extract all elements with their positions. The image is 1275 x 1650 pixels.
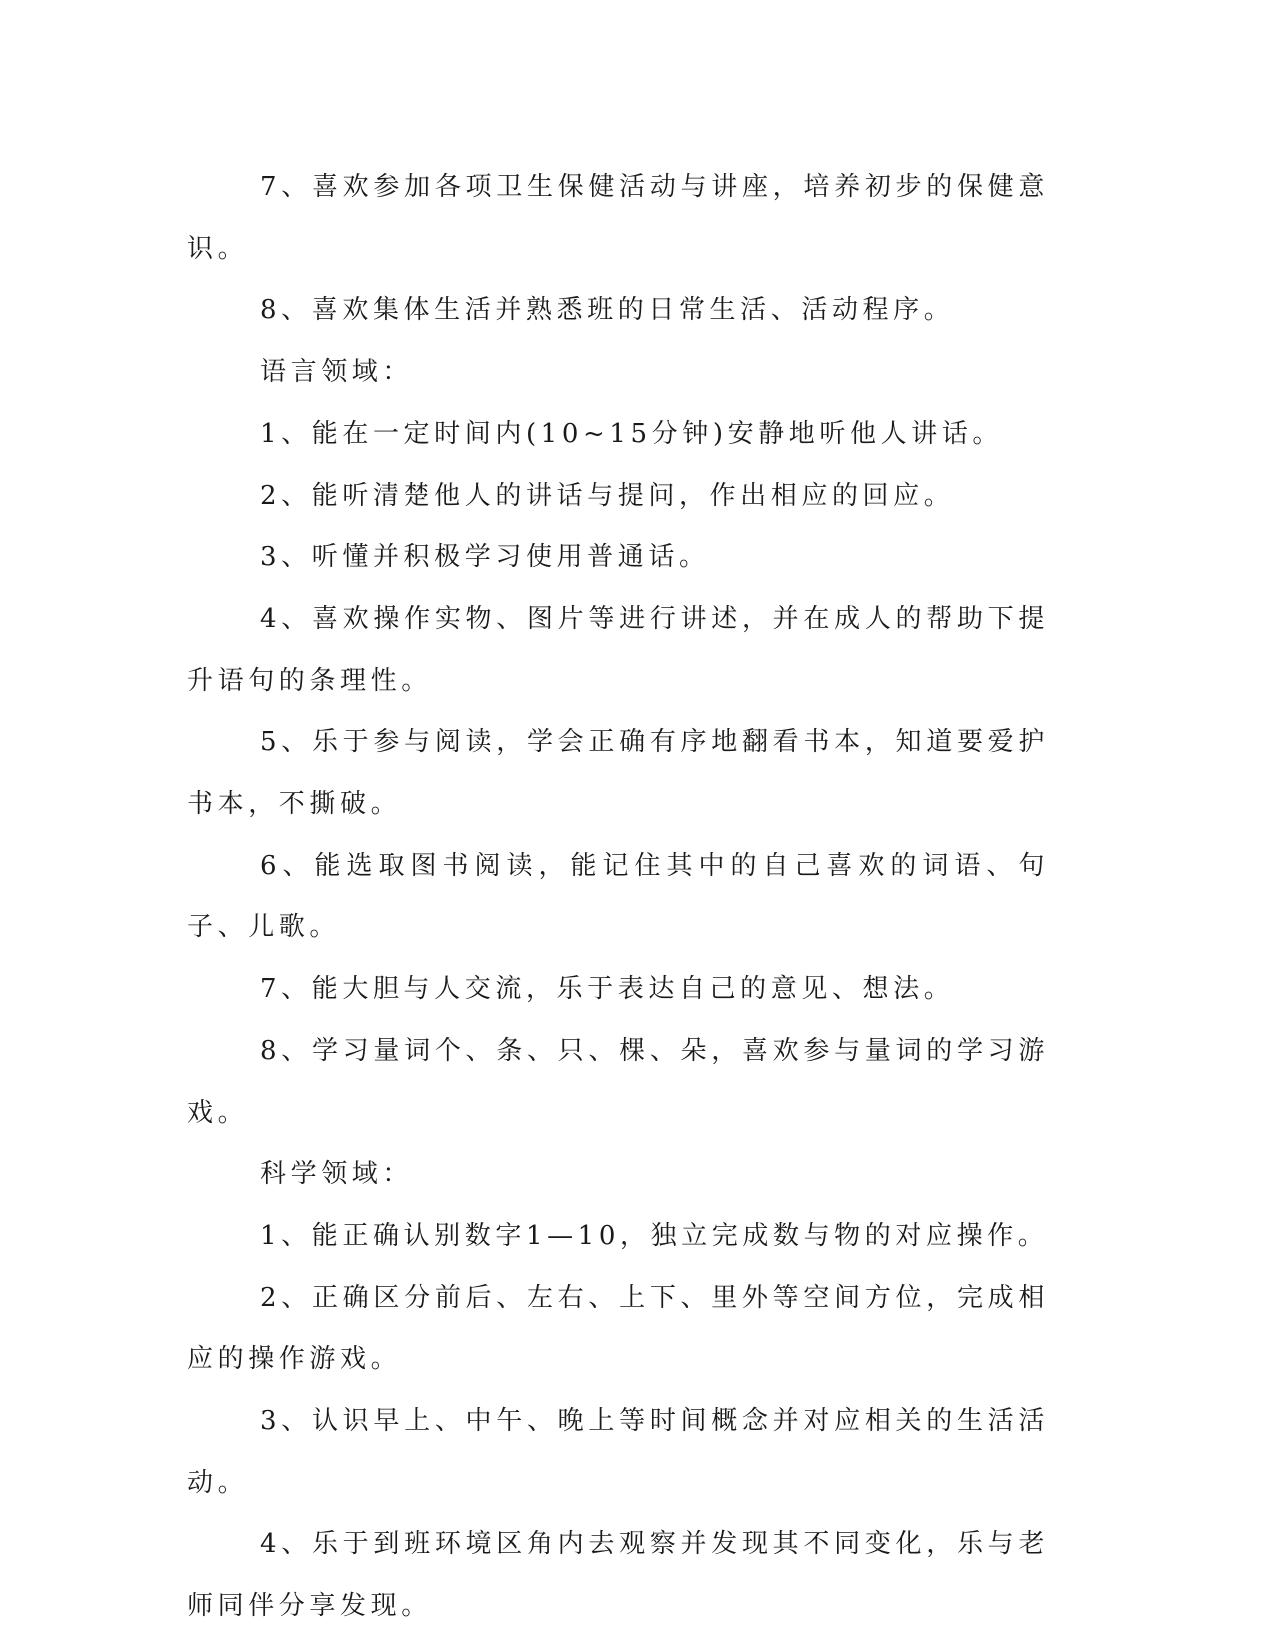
- paragraph-health-8: 8、喜欢集体生活并熟悉班的日常生活、活动程序。: [260, 295, 955, 326]
- paragraph-science-1: 1、能正确认别数字1—10，独立完成数与物的对应操作。: [260, 1220, 1049, 1251]
- paragraph-science-2: 2、正确区分前后、左右、上下、里外等空间方位，完成相应的操作游戏。: [187, 1282, 1049, 1375]
- paragraph-language-2: 2、能听清楚他人的讲话与提问，作出相应的回应。: [260, 480, 955, 511]
- paragraph-language-3: 3、听懂并积极学习使用普通话。: [260, 542, 710, 573]
- paragraph-science-4: 4、乐于到班环境区角内去观察并发现其不同变化，乐与老师同伴分享发现。: [187, 1529, 1049, 1622]
- paragraph-health-7: 7、喜欢参加各项卫生保健活动与讲座，培养初步的保健意识。: [187, 172, 1049, 264]
- section-heading-language: 语言领域：: [260, 357, 414, 388]
- paragraph-language-7: 7、能大胆与人交流，乐于表达自己的意见、想法。: [260, 974, 955, 1005]
- paragraph-language-4: 4、喜欢操作实物、图片等进行讲述，并在成人的帮助下提升语句的条理性。: [187, 603, 1049, 696]
- section-heading-science: 科学领域：: [260, 1159, 414, 1190]
- paragraph-science-3: 3、认识早上、中午、晚上等时间概念并对应相关的生活活动。: [187, 1406, 1049, 1498]
- paragraph-language-5: 5、乐于参与阅读，学会正确有序地翻看书本，知道要爱护书本，不撕破。: [187, 727, 1049, 820]
- paragraph-language-8: 8、学习量词个、条、只、棵、朵，喜欢参与量词的学习游戏。: [187, 1035, 1049, 1128]
- document-body: [187, 157, 1049, 1638]
- paragraph-language-6: 6、能选取图书阅读，能记住其中的自己喜欢的词语、句子、儿歌。: [187, 850, 1049, 943]
- paragraph-language-1: 1、能在一定时间内(10~15分钟)安静地听他人讲话。: [260, 418, 1003, 449]
